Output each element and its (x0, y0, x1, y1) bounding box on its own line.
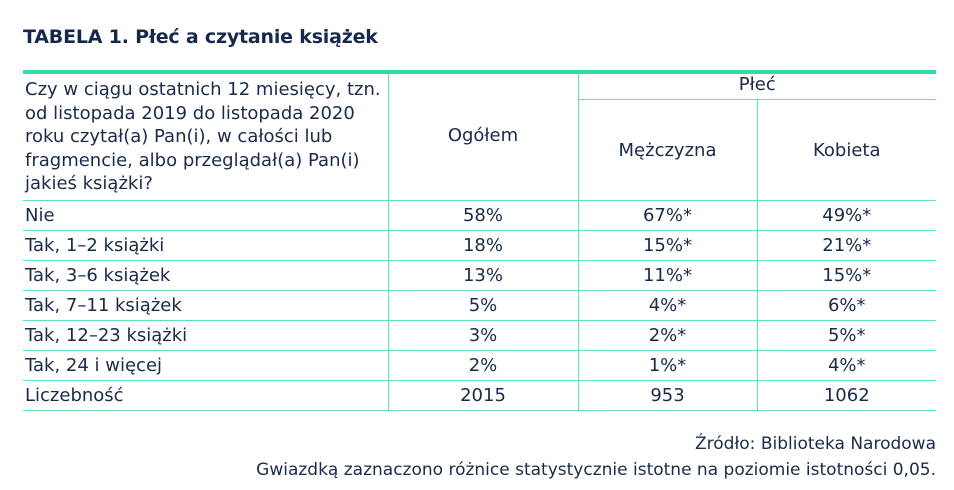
female-cell: 21%* (757, 231, 936, 261)
female-cell: 5%* (757, 321, 936, 351)
male-cell: 67%* (578, 201, 757, 231)
table-top-rule (23, 70, 936, 74)
significance-note: Gwiazdką zaznaczono różnice statystycznie istotne na poziomie istotności 0,05. (256, 460, 936, 480)
table-row (23, 291, 936, 321)
total-cell: 18% (388, 231, 578, 261)
female-cell: 49%* (757, 201, 936, 231)
table-row (23, 321, 936, 351)
female-cell: 15%* (757, 261, 936, 291)
row-label: Liczebność (23, 381, 388, 411)
row-label: Tak, 24 i więcej (23, 351, 388, 381)
male-cell: 15%* (578, 231, 757, 261)
gender-group-header: Płeć (578, 70, 936, 100)
male-cell: 1%* (578, 351, 757, 381)
female-cell: 4%* (757, 351, 936, 381)
total-header: Ogółem (388, 70, 578, 201)
female-cell: 1062 (757, 381, 936, 411)
table-row (23, 381, 936, 411)
row-label: Tak, 1–2 książki (23, 231, 388, 261)
table-title: TABELA 1. Płeć a czytanie książek (23, 26, 378, 48)
male-cell: 4%* (578, 291, 757, 321)
male-cell: 953 (578, 381, 757, 411)
row-label: Nie (23, 201, 388, 231)
female-header: Kobieta (757, 100, 936, 201)
table-row (23, 201, 936, 231)
male-cell: 11%* (578, 261, 757, 291)
female-cell: 6%* (757, 291, 936, 321)
total-cell: 58% (388, 201, 578, 231)
row-label: Tak, 3–6 książek (23, 261, 388, 291)
row-label: Tak, 12–23 książki (23, 321, 388, 351)
question-header: Czy w ciągu ostatnich 12 miesięcy, tzn. od listopada 2019 do listopada 2020 roku czytał(a) Pan(i), w całości lub fragmencie, albo przeglądał(a) Pan(i) jakieś książki? (23, 70, 388, 201)
row-label: Tak, 7–11 książek (23, 291, 388, 321)
data-table (23, 70, 936, 411)
header-row-1 (23, 70, 936, 100)
total-cell: 2015 (388, 381, 578, 411)
total-cell: 3% (388, 321, 578, 351)
total-cell: 2% (388, 351, 578, 381)
male-header: Mężczyzna (578, 100, 757, 201)
source-note: Źródło: Biblioteka Narodowa (695, 434, 936, 454)
table-row (23, 351, 936, 381)
table-row (23, 231, 936, 261)
total-cell: 13% (388, 261, 578, 291)
table-row (23, 261, 936, 291)
male-cell: 2%* (578, 321, 757, 351)
total-cell: 5% (388, 291, 578, 321)
